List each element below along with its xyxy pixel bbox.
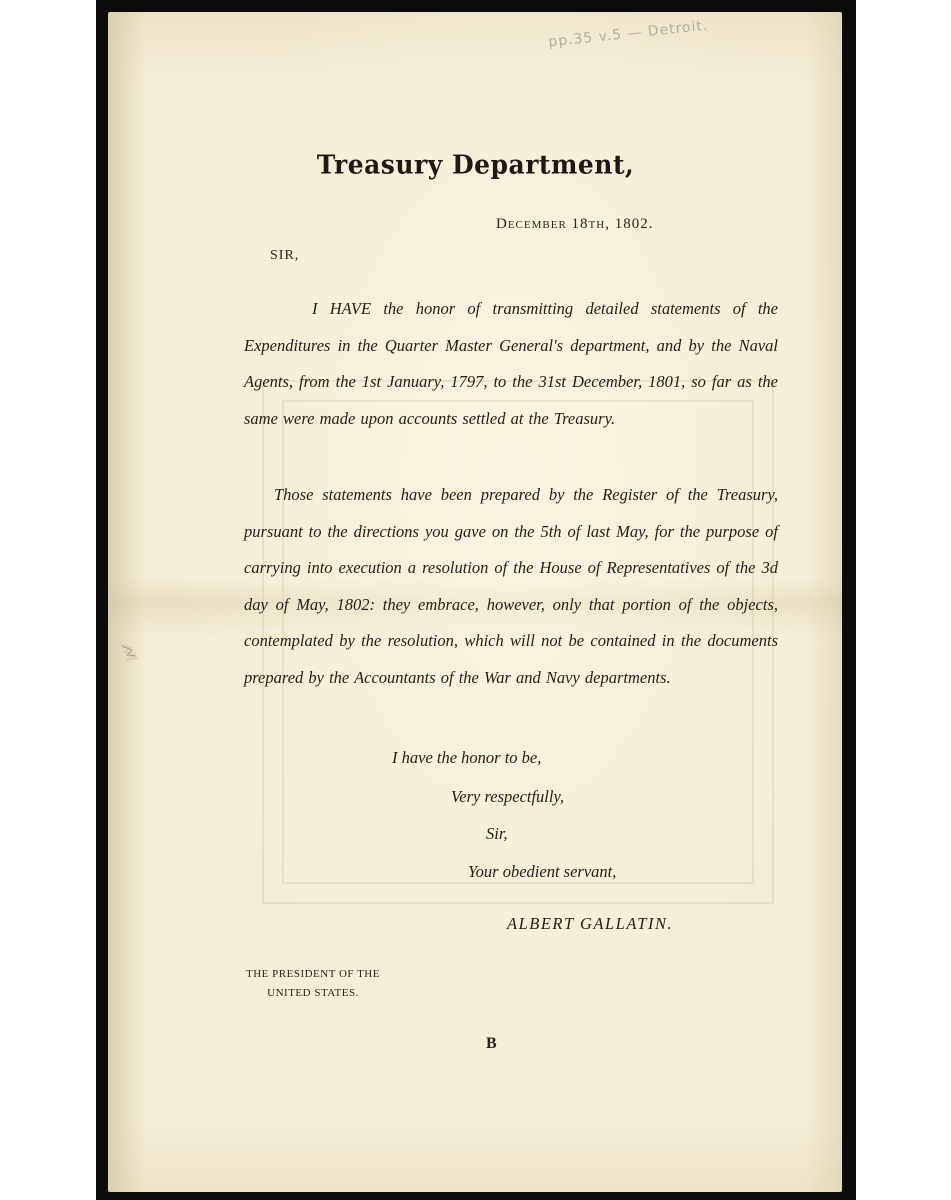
body-paragraph-1: I HAVE the honor of transmitting detailed statements of the Expenditures in the Quarter Master General's department, and by the Naval Agents, from the 1st January, 1797, to the 31st December, 1801, so far as the same were made upon accounts settled at the Treasury. (244, 299, 778, 428)
salutation: SIR, (270, 248, 300, 263)
closing-line-2: Very respectfully, (451, 787, 565, 806)
document-title: Treasury Department, (316, 149, 635, 180)
signatory-name: ALBERT GALLATIN. (507, 914, 674, 933)
closing-line-4: Your obedient servant, (468, 862, 617, 881)
closing-line-1: I have the honor to be, (392, 748, 542, 767)
pencil-notation: pp.35 v.5 — Detroit. (547, 17, 710, 51)
paper-tear-mark (118, 640, 148, 664)
closing-line-3: Sir, (486, 824, 508, 843)
printer-signature-mark: B (486, 1035, 497, 1052)
body-paragraph-2: Those statements have been prepared by the Register of the Treasury, pursuant to the directions you gave on the 5th of last May, for the purpose of carrying into execution a resolution of the House of Representatives of the 3d day of May, 1802: they embrace, however, only that portion of the objects, contemplated by the resolution, which will not be contained in the documents prepared by the Accountants of the War and Navy departments. (244, 485, 778, 687)
addressee-line-1: THE PRESIDENT OF THE (246, 968, 380, 980)
document-date: December 18th, 1802. (496, 216, 654, 232)
addressee-block (232, 965, 394, 1003)
addressee-line-2: UNITED STATES. (267, 987, 359, 999)
